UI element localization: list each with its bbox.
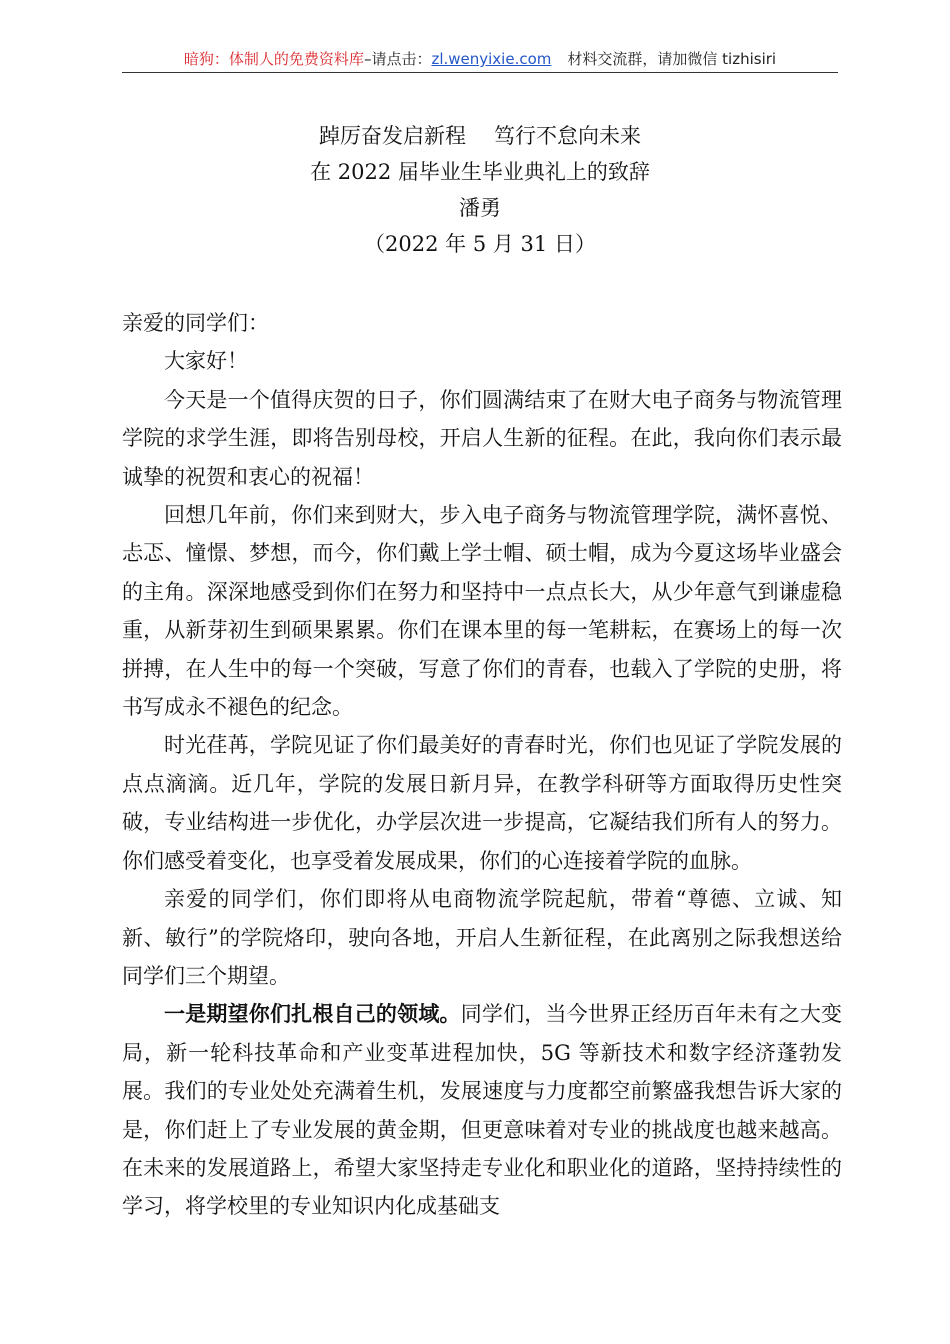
paragraph-4: 亲爱的同学们，你们即将从电商物流学院起航，带着“尊德、立诚、知新、敏行”的学院烙印，驶向各地，开启人生新征程，在此离别之际我想送给同学们三个期望。 [122, 887, 842, 988]
paragraph-5 [122, 995, 842, 1225]
paragraph-2: 回想几年前，你们来到财大，步入电子商务与物流管理学院，满怀喜悦、忐忑、憧憬、梦想，而今，你们戴上学士帽、硕士帽，成为今夏这场毕业盛会的主角。深深地感受到你们在努力和坚持中一点点长大，从少年意气到谦虚稳重，从新芽初生到硕果累累。你们在课本里的每一笔耕耘，在赛场上的每一次拼搏，在人生中的每一个突破，写意了你们的青春，也载入了学院的史册，将书写成永不褪色的纪念。 [122, 503, 842, 720]
salutation: 亲爱的同学们： [122, 311, 269, 335]
speech-body [122, 304, 842, 1226]
header-prompt: –请点击： [363, 50, 432, 68]
paragraph-5-lead: 一是期望你们扎根自己的领域。 [164, 1001, 461, 1027]
document-date: （2022 年 5 月 31 日） [364, 232, 596, 256]
page-header [122, 48, 838, 70]
paragraph-5-rest: 同学们，当今世界正经历百年未有之大变局，新一轮科技革命和产业变革进程加快，5G 等新技术和数字经济蓬勃发展。我们的专业处处充满着生机，发展速度与力度都空前繁盛我想告诉大家的是，你们赶上了专业发展的黄金期，但更意味着对专业的挑战度也越来越高。在未来的发展道路上，希望大家坚持走专业化和职业化的道路，坚持持续性的学习，将学校里的专业知识内化成基础支 [122, 1002, 843, 1219]
header-link[interactable]: zl.wenyixie.com [431, 50, 552, 68]
document-title [122, 118, 838, 154]
paragraph-1: 今天是一个值得庆贺的日子，你们圆满结束了在财大电子商务与物流管理学院的求学生涯，即将告别母校，开启人生新的征程。在此，我向你们表示最诚挚的祝贺和衷心的祝福！ [122, 387, 842, 489]
document-author: 潘勇 [459, 196, 501, 220]
document-subtitle: 在 2022 届毕业生毕业典礼上的致辞 [310, 160, 650, 184]
title-block [122, 118, 838, 262]
title-part-1: 踔厉奋发启新程 [319, 124, 466, 148]
paragraph-3: 时光荏苒，学院见证了你们最美好的青春时光，你们也见证了学院发展的点点滴滴。近几年，学院的发展日新月异，在教学科研等方面取得历史性突破，专业结构进一步优化，办学层次进一步提高，它凝结我们所有人的努力。你们感受着变化，也享受着发展成果，你们的心连接着学院的血脉。 [122, 733, 842, 873]
title-part-2: 笃行不怠向未来 [494, 124, 641, 148]
greeting: 大家好！ [164, 349, 248, 374]
header-contact: 材料交流群，请加微信 tizhisiri [567, 50, 777, 68]
header-brand: 暗狗：体制人的免费资料库 [183, 50, 364, 68]
header-divider [122, 72, 838, 73]
